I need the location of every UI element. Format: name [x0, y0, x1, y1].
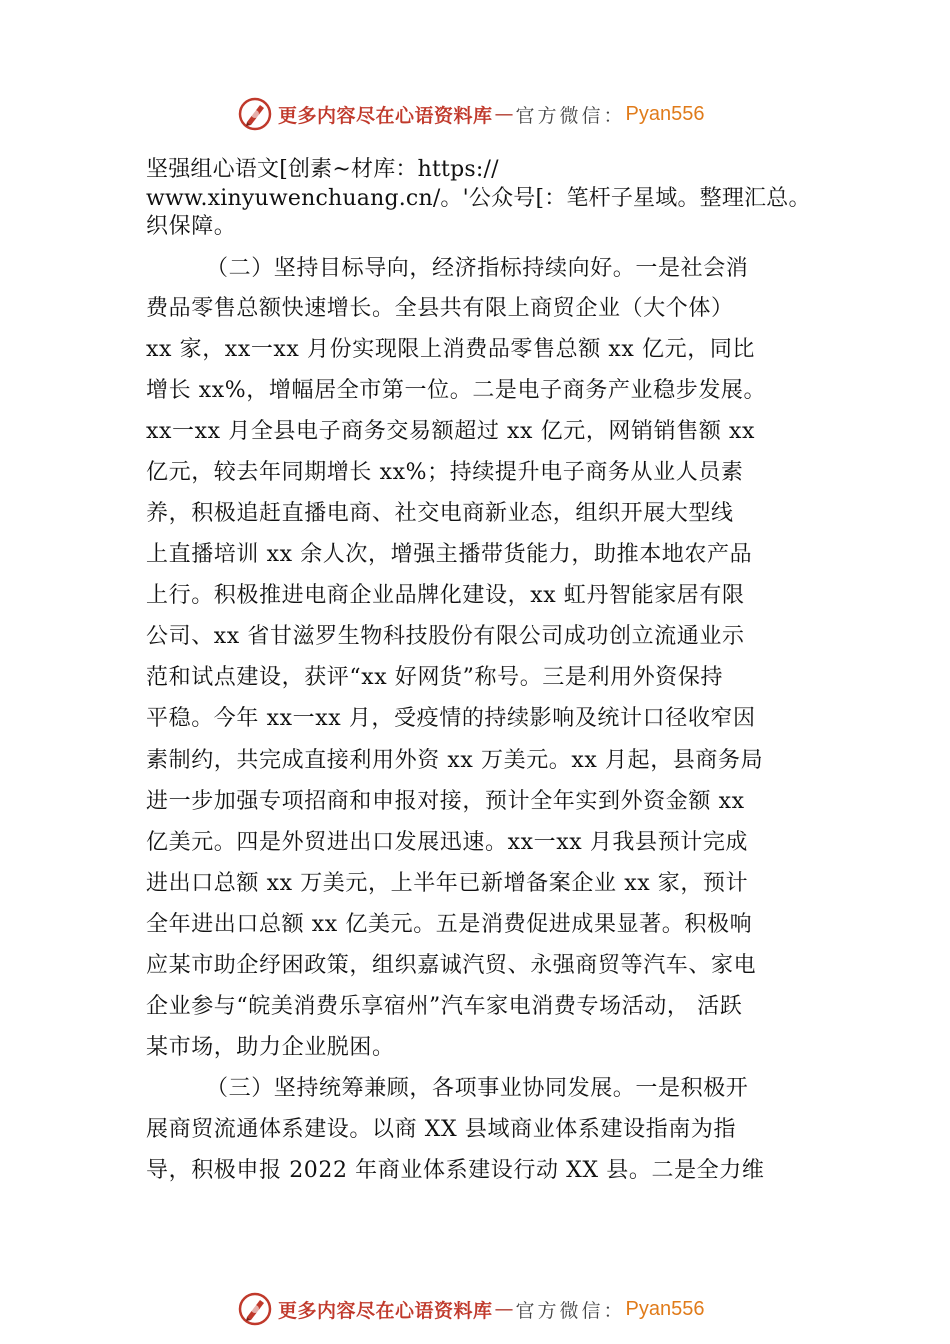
text-line: 上行。积极推进电商企业品牌化建设，xx 虹丹智能家居有限 — [146, 583, 745, 608]
text-line: 亿美元。四是外贸进出口发展迅速。xx一xx 月我县预计完成 — [146, 830, 749, 855]
text-line: 坚强组心语文[创素~材库：https:// — [146, 157, 499, 182]
text-line: 费品零售总额快速增长。全县共有限上商贸企业（大个体） — [146, 296, 734, 321]
banner-brand-text: 更多内容尽在心语资料库 — [278, 104, 493, 127]
text-line: 平稳。今年 xx一xx 月，受疫情的持续影响及统计口径收窄因 — [146, 706, 756, 731]
text-line: 范和试点建设，获评“xx 好网货”称号。三是利用外资保持 — [146, 665, 724, 690]
text-line: www.xinyuwenchuang.cn/。'公众号[：笔杆子星域。整理汇总。 — [146, 186, 811, 211]
text-line: xx一xx 月全县电子商务交易额超过 xx 亿元，网销销售额 xx — [146, 419, 756, 444]
banner-dash: — — [494, 1298, 514, 1320]
text-line: 进出口总额 xx 万美元，上半年已新增备案企业 xx 家，预计 — [146, 871, 749, 896]
text-line: 养，积极追赶直播电商、社交电商新业态，组织开展大型线 — [146, 501, 734, 526]
header-banner — [238, 94, 705, 134]
pen-logo-icon — [238, 97, 272, 131]
footer-banner — [238, 1289, 705, 1329]
text-line: 增长 xx%，增幅居全市第一位。二是电子商务产业稳步发展。 — [146, 378, 767, 403]
paragraph-heading: （二）坚持目标导向，经济指标持续向好。一是社会消 — [206, 256, 749, 281]
text-line: 导，积极申报 2022 年商业体系建设行动 XX 县。二是全力维 — [146, 1158, 765, 1183]
paragraph-heading: （三）坚持统筹兼顾，各项事业协同发展。一是积极开 — [206, 1076, 749, 1101]
banner-brand-text: 更多内容尽在心语资料库 — [278, 1299, 493, 1322]
text-line: 公司、xx 省甘滋罗生物科技股份有限公司成功创立流通业示 — [146, 624, 745, 649]
text-line: 某市场，助力企业脱困。 — [146, 1035, 395, 1060]
text-line: 上直播培训 xx 余人次，增强主播带货能力，助推本地农产品 — [146, 542, 753, 567]
text-line: 应某市助企纾困政策，组织嘉诚汽贸、永强商贸等汽车、家电 — [146, 953, 757, 978]
banner-wechat-id: Pyan556 — [625, 102, 705, 125]
text-line: 素制约，共完成直接利用外资 xx 万美元。xx 月起，县商务局 — [146, 748, 764, 773]
banner-dash: — — [494, 103, 514, 125]
banner-official-text: 官方微信： — [515, 104, 626, 127]
text-line: 展商贸流通体系建设。以商 XX 县域商业体系建设指南为指 — [146, 1117, 737, 1142]
text-line: xx 家，xx一xx 月份实现限上消费品零售总额 xx 亿元，同比 — [146, 337, 756, 362]
text-line: 织保障。 — [146, 214, 237, 239]
pen-logo-icon — [238, 1292, 272, 1326]
text-line: 企业参与“皖美消费乐享宿州”汽车家电消费专场活动， 活跃 — [146, 994, 743, 1019]
banner-wechat-id: Pyan556 — [625, 1297, 705, 1320]
text-line: 进一步加强专项招商和申报对接，预计全年实到外资金额 xx — [146, 789, 745, 814]
banner-official-text: 官方微信： — [515, 1299, 626, 1322]
text-line: 全年进出口总额 xx 亿美元。五是消费促进成果显著。积极响 — [146, 912, 753, 937]
text-line: 亿元，较去年同期增长 xx%；持续提升电子商务从业人员素 — [146, 460, 744, 485]
